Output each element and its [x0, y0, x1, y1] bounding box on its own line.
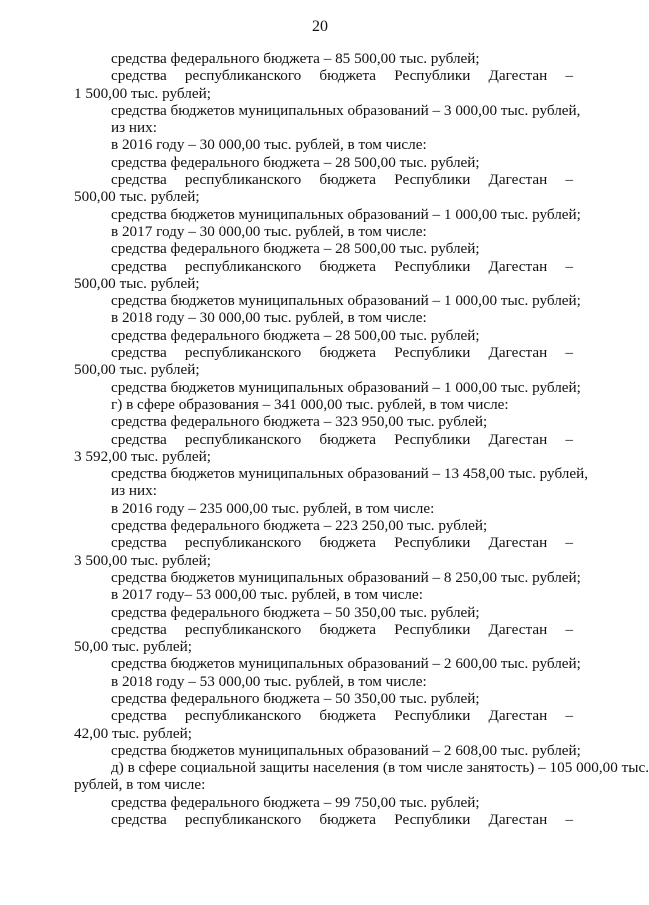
text-word: средства [111, 534, 167, 552]
text-line-indented: д) в сфере социальной защиты населения (в том числе занятость) – 105 000,00 тыс. [111, 759, 649, 777]
text-word: Республики [394, 344, 471, 362]
text-word: республиканского [184, 430, 302, 448]
text-line: 50,00 тыс. рублей; [74, 638, 192, 656]
text-word: бюджета [319, 344, 377, 362]
text-line: 3 592,00 тыс. рублей; [74, 447, 211, 465]
text-word: средства [111, 171, 167, 189]
text-line-indented: в 2018 году – 30 000,00 тыс. рублей, в том числе: [111, 309, 427, 327]
text-line-indented: в 2018 году – 53 000,00 тыс. рублей, в том числе: [111, 672, 427, 690]
text-word: республиканского [184, 257, 302, 275]
text-line-indented: средства бюджетов муниципальных образований – 1 000,00 тыс. рублей; [111, 292, 581, 310]
text-line-indented: средства федерального бюджета – 50 350,00 тыс. рублей; [111, 603, 480, 621]
text-line-justified [74, 707, 579, 724]
text-word: – [565, 534, 573, 552]
document-body [74, 50, 649, 829]
text-word: Дагестан [488, 257, 548, 275]
text-word: Дагестан [488, 620, 548, 638]
text-word: Дагестан [488, 67, 548, 85]
text-word: бюджета [319, 811, 377, 829]
text-word: бюджета [319, 707, 377, 725]
text-word: Дагестан [488, 707, 548, 725]
text-line-indented: средства федерального бюджета – 223 250,00 тыс. рублей; [111, 517, 488, 535]
text-line-indented: средства федерального бюджета – 28 500,00 тыс. рублей; [111, 240, 480, 258]
text-word: Дагестан [488, 344, 548, 362]
text-word: Республики [394, 171, 471, 189]
text-word: средства [111, 707, 167, 725]
text-line-justified [74, 621, 579, 638]
text-word: Республики [394, 811, 471, 829]
text-word: – [565, 620, 573, 638]
text-word: бюджета [319, 171, 377, 189]
text-line-indented: в 2016 году – 30 000,00 тыс. рублей, в том числе: [111, 136, 427, 154]
text-line-indented: из них: [111, 482, 157, 500]
text-word: Республики [394, 534, 471, 552]
text-line-indented: в 2017 году– 53 000,00 тыс. рублей, в том числе: [111, 586, 423, 604]
text-word: – [565, 257, 573, 275]
text-word: Республики [394, 707, 471, 725]
text-line: 500,00 тыс. рублей; [74, 361, 200, 379]
text-line-justified [74, 67, 579, 84]
text-line-justified [74, 258, 579, 275]
text-word: республиканского [184, 707, 302, 725]
text-word: республиканского [184, 171, 302, 189]
text-line-justified [74, 431, 579, 448]
text-word: – [565, 171, 573, 189]
text-line-indented: средства федерального бюджета – 85 500,00 тыс. рублей; [111, 50, 480, 67]
text-word: бюджета [319, 257, 377, 275]
text-word: средства [111, 67, 167, 85]
text-line-indented: в 2017 году – 30 000,00 тыс. рублей, в том числе: [111, 222, 427, 240]
text-line-indented: средства бюджетов муниципальных образований – 1 000,00 тыс. рублей; [111, 378, 581, 396]
text-line-justified [74, 534, 579, 551]
text-line: 500,00 тыс. рублей; [74, 188, 200, 206]
text-line-justified [74, 811, 579, 828]
text-word: Республики [394, 257, 471, 275]
text-line-justified [74, 344, 579, 361]
text-word: республиканского [184, 811, 302, 829]
text-word: средства [111, 344, 167, 362]
text-word: республиканского [184, 67, 302, 85]
text-word: республиканского [184, 620, 302, 638]
text-line-indented: из них: [111, 119, 157, 137]
text-line-indented: средства бюджетов муниципальных образований – 2 608,00 тыс. рублей; [111, 741, 581, 759]
text-word: Республики [394, 67, 471, 85]
text-word: – [565, 811, 573, 829]
text-word: республиканского [184, 344, 302, 362]
text-line: 500,00 тыс. рублей; [74, 274, 200, 292]
text-line-indented: в 2016 году – 235 000,00 тыс. рублей, в том числе: [111, 499, 435, 517]
text-line-indented: средства бюджетов муниципальных образований – 1 000,00 тыс. рублей; [111, 205, 581, 223]
text-word: бюджета [319, 620, 377, 638]
text-line-indented: средства федерального бюджета – 28 500,00 тыс. рублей; [111, 326, 480, 344]
text-line-indented: средства федерального бюджета – 323 950,00 тыс. рублей; [111, 413, 488, 431]
text-word: бюджета [319, 534, 377, 552]
text-line: 42,00 тыс. рублей; [74, 724, 192, 742]
text-line: 1 500,00 тыс. рублей; [74, 84, 211, 102]
text-line-indented: средства бюджетов муниципальных образований – 13 458,00 тыс. рублей, [111, 465, 589, 483]
text-line-indented: г) в сфере образования – 341 000,00 тыс. рублей, в том числе: [111, 395, 509, 413]
text-line-indented: средства федерального бюджета – 28 500,00 тыс. рублей; [111, 153, 480, 171]
text-word: – [565, 344, 573, 362]
text-word: бюджета [319, 430, 377, 448]
text-word: Дагестан [488, 430, 548, 448]
text-word: средства [111, 257, 167, 275]
text-line-indented: средства бюджетов муниципальных образований – 8 250,00 тыс. рублей; [111, 568, 581, 586]
text-word: Дагестан [488, 811, 548, 829]
text-word: Республики [394, 620, 471, 638]
text-word: средства [111, 430, 167, 448]
text-word: бюджета [319, 67, 377, 85]
text-word: республиканского [184, 534, 302, 552]
text-word: – [565, 707, 573, 725]
text-word: Республики [394, 430, 471, 448]
text-word: – [565, 430, 573, 448]
text-line-indented: средства федерального бюджета – 50 350,00 тыс. рублей; [111, 689, 480, 707]
text-line-indented: средства федерального бюджета – 99 750,00 тыс. рублей; [111, 793, 480, 811]
text-line: 3 500,00 тыс. рублей; [74, 551, 211, 569]
text-word: Дагестан [488, 534, 548, 552]
text-line-justified [74, 171, 579, 188]
text-word: – [565, 67, 573, 85]
text-line-indented: средства бюджетов муниципальных образований – 3 000,00 тыс. рублей, [111, 101, 581, 119]
text-word: Дагестан [488, 171, 548, 189]
text-word: средства [111, 620, 167, 638]
page-number: 20 [312, 18, 328, 35]
text-word: средства [111, 811, 167, 829]
text-line-indented: средства бюджетов муниципальных образований – 2 600,00 тыс. рублей; [111, 655, 581, 673]
text-line: рублей, в том числе: [74, 776, 206, 794]
